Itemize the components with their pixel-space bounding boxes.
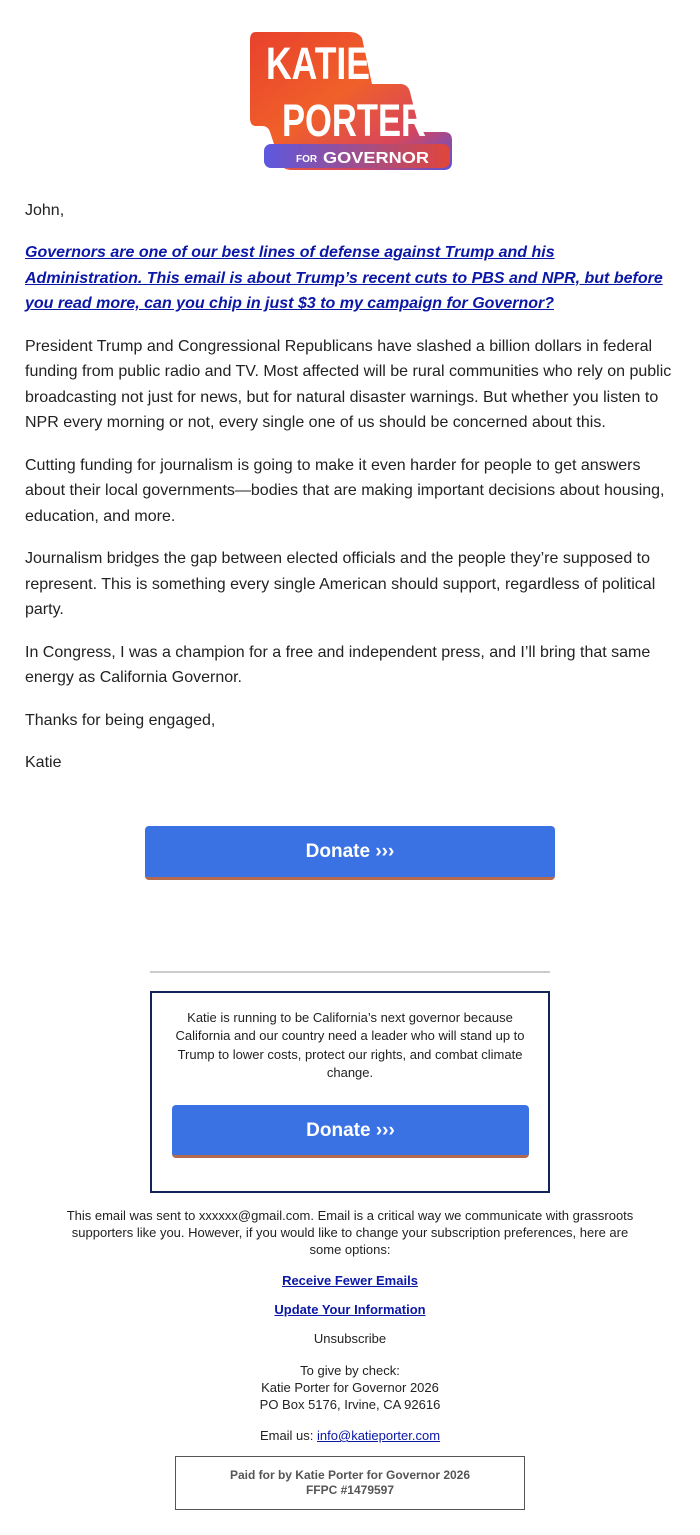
check-label: To give by check: bbox=[300, 1363, 400, 1378]
check-address: PO Box 5176, Irvine, CA 92616 bbox=[259, 1397, 441, 1412]
campaign-blurb: Katie is running to be California’s next governor because California and our country need a leader who will stand up to Trump to lower costs, protect our rights, and combat climate change. bbox=[175, 1010, 525, 1081]
campaign-logo bbox=[250, 32, 452, 170]
check-info bbox=[60, 1362, 640, 1413]
body-paragraph: Cutting funding for journalism is going to make it even harder for people to get answers about their local governments—bodies that are making important decisions about housing, education, and more. bbox=[25, 456, 665, 525]
check-payee: Katie Porter for Governor 2026 bbox=[261, 1380, 439, 1395]
paid-for-by-text: Paid for by Katie Porter for Governor 2026 bbox=[229, 1468, 471, 1482]
lead-donate-link[interactable]: Governors are one of our best lines of defense against Trump and his Administration. This email is about Trump’s recent cuts to PBS and NPR, but before you read more, can you chip in just $3 to my campaign for Governor? bbox=[25, 244, 663, 312]
logo-text-katie: KATIE bbox=[266, 38, 370, 89]
logo-text-for: FOR bbox=[296, 154, 318, 165]
logo-graphic bbox=[250, 32, 452, 170]
contact-email-line bbox=[60, 1427, 640, 1444]
body-paragraph: President Trump and Congressional Republicans have slashed a billion dollars in federal funding from public radio and TV. Most affected will be rural communities who rely on public broadcasting not just for news, but for natural disaster warnings. But whether you listen to NPR every morning or not, every single one of us should be concerned about this. bbox=[25, 337, 672, 431]
body-paragraph: Journalism bridges the gap between elected officials and the people they’re supposed to represent. This is something every single American should support, regardless of political party. bbox=[25, 550, 656, 618]
footer bbox=[60, 1207, 640, 1444]
donate-button[interactable]: Donate ››› bbox=[145, 826, 555, 880]
body-paragraph: In Congress, I was a champion for a free and independent press, and I’ll bring that same energy as California Governor. bbox=[25, 643, 651, 686]
greeting: John, bbox=[25, 202, 65, 219]
unsubscribe-text[interactable]: Unsubscribe bbox=[313, 1331, 387, 1346]
divider bbox=[150, 971, 550, 973]
receive-fewer-emails-link[interactable]: Receive Fewer Emails bbox=[282, 1273, 418, 1288]
signature: Katie bbox=[25, 754, 62, 771]
donate-button-container bbox=[145, 826, 555, 880]
box-donate-container bbox=[172, 1105, 529, 1158]
footer-intro: This email was sent to xxxxxx@gmail.com. Email is a critical way we communicate with grassroots supporters like you. However, if you would like to change your subscription preferences, here are some options: bbox=[66, 1208, 634, 1257]
email-body bbox=[25, 200, 675, 793]
email-label: Email us: bbox=[259, 1428, 314, 1443]
logo-text-porter: PORTER bbox=[282, 95, 426, 146]
contact-email-link[interactable]: info@katieporter.com bbox=[317, 1428, 441, 1443]
signoff: Thanks for being engaged, bbox=[25, 711, 216, 729]
paid-for-by-box bbox=[175, 1456, 525, 1510]
box-donate-button[interactable]: Donate ››› bbox=[172, 1105, 529, 1158]
logo-text-governor: GOVERNOR bbox=[323, 150, 430, 167]
update-information-link[interactable]: Update Your Information bbox=[274, 1302, 426, 1317]
ffpc-number: FFPC #1479597 bbox=[305, 1483, 395, 1497]
campaign-info-box bbox=[150, 991, 550, 1193]
